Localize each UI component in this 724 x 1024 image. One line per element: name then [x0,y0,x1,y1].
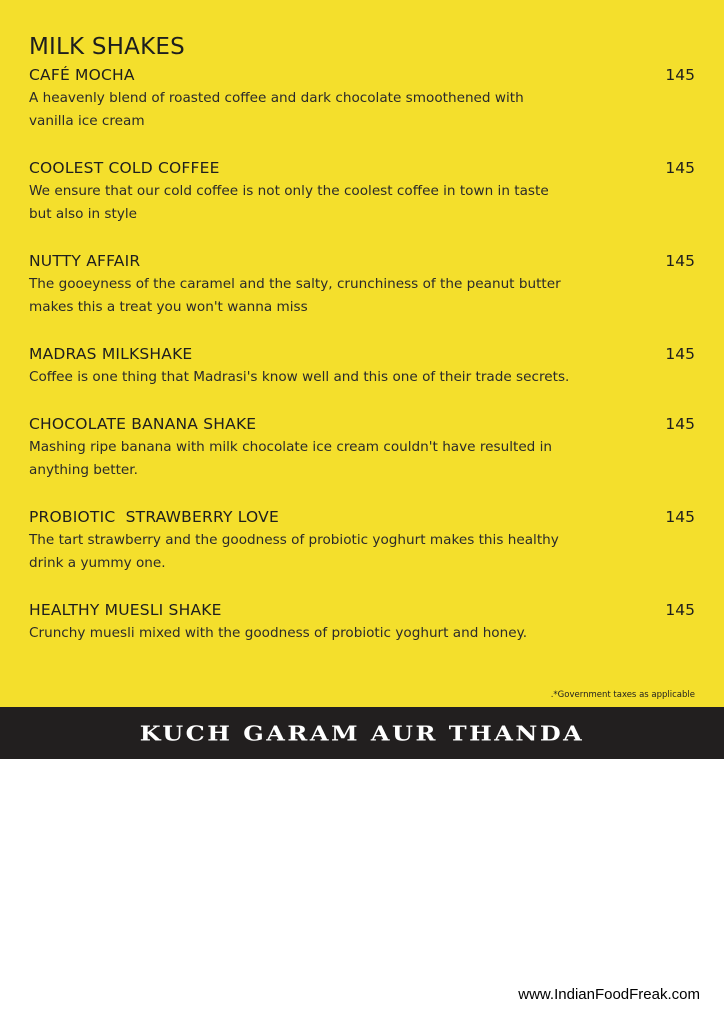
tax-note: .*Government taxes as applicable [550,690,695,700]
menu-item-probiotic-strawberry-love [29,507,695,575]
item-description: A heavenly blend of roasted coffee and dark chocolate smoothened with vanilla ice cream [29,90,524,129]
item-price: 145 [665,252,695,270]
item-price: 145 [665,345,695,363]
item-name: COOLEST COLD COFFEE [29,159,220,177]
item-name: CAFÉ MOCHA [29,66,135,84]
menu-item-coolest-cold-coffee [29,158,695,226]
item-price: 145 [665,159,695,177]
menu-item-healthy-muesli-shake [29,600,695,645]
section-title: MILK SHAKES [29,34,185,60]
menu-item-chocolate-banana-shake [29,414,695,482]
menu-item-nutty-affair [29,251,695,319]
item-name: MADRAS MILKSHAKE [29,345,193,363]
item-description: Crunchy muesli mixed with the goodness of probiotic yoghurt and honey. [29,625,528,641]
item-price: 145 [665,415,695,433]
item-name: CHOCOLATE BANANA SHAKE [29,415,257,433]
item-name: HEALTHY MUESLI SHAKE [29,601,222,619]
menu-item-madras-milkshake [29,344,695,389]
item-name: NUTTY AFFAIR [29,252,141,270]
item-description: Mashing ripe banana with milk chocolate ice cream couldn't have resulted in anything better. [29,439,553,478]
item-price: 145 [665,66,695,84]
item-price: 145 [665,508,695,526]
item-description: We ensure that our cold coffee is not only the coolest coffee in town in taste but also in style [29,183,549,222]
item-description: The gooeyness of the caramel and the salty, crunchiness of the peanut butter makes this a treat you won't wanna miss [29,276,561,315]
watermark: www.IndianFoodFreak.com [518,986,700,1003]
menu-item-cafe-mocha [29,65,695,133]
item-name: PROBIOTIC STRAWBERRY LOVE [29,508,279,526]
footer-band [0,707,724,759]
item-description: Coffee is one thing that Madrasi's know well and this one of their trade secrets. [29,369,570,385]
footer-title: KUCH GARAM AUR THANDA [139,720,585,746]
item-description: The tart strawberry and the goodness of probiotic yoghurt makes this healthy drink a yummy one. [29,532,559,571]
item-price: 145 [665,601,695,619]
